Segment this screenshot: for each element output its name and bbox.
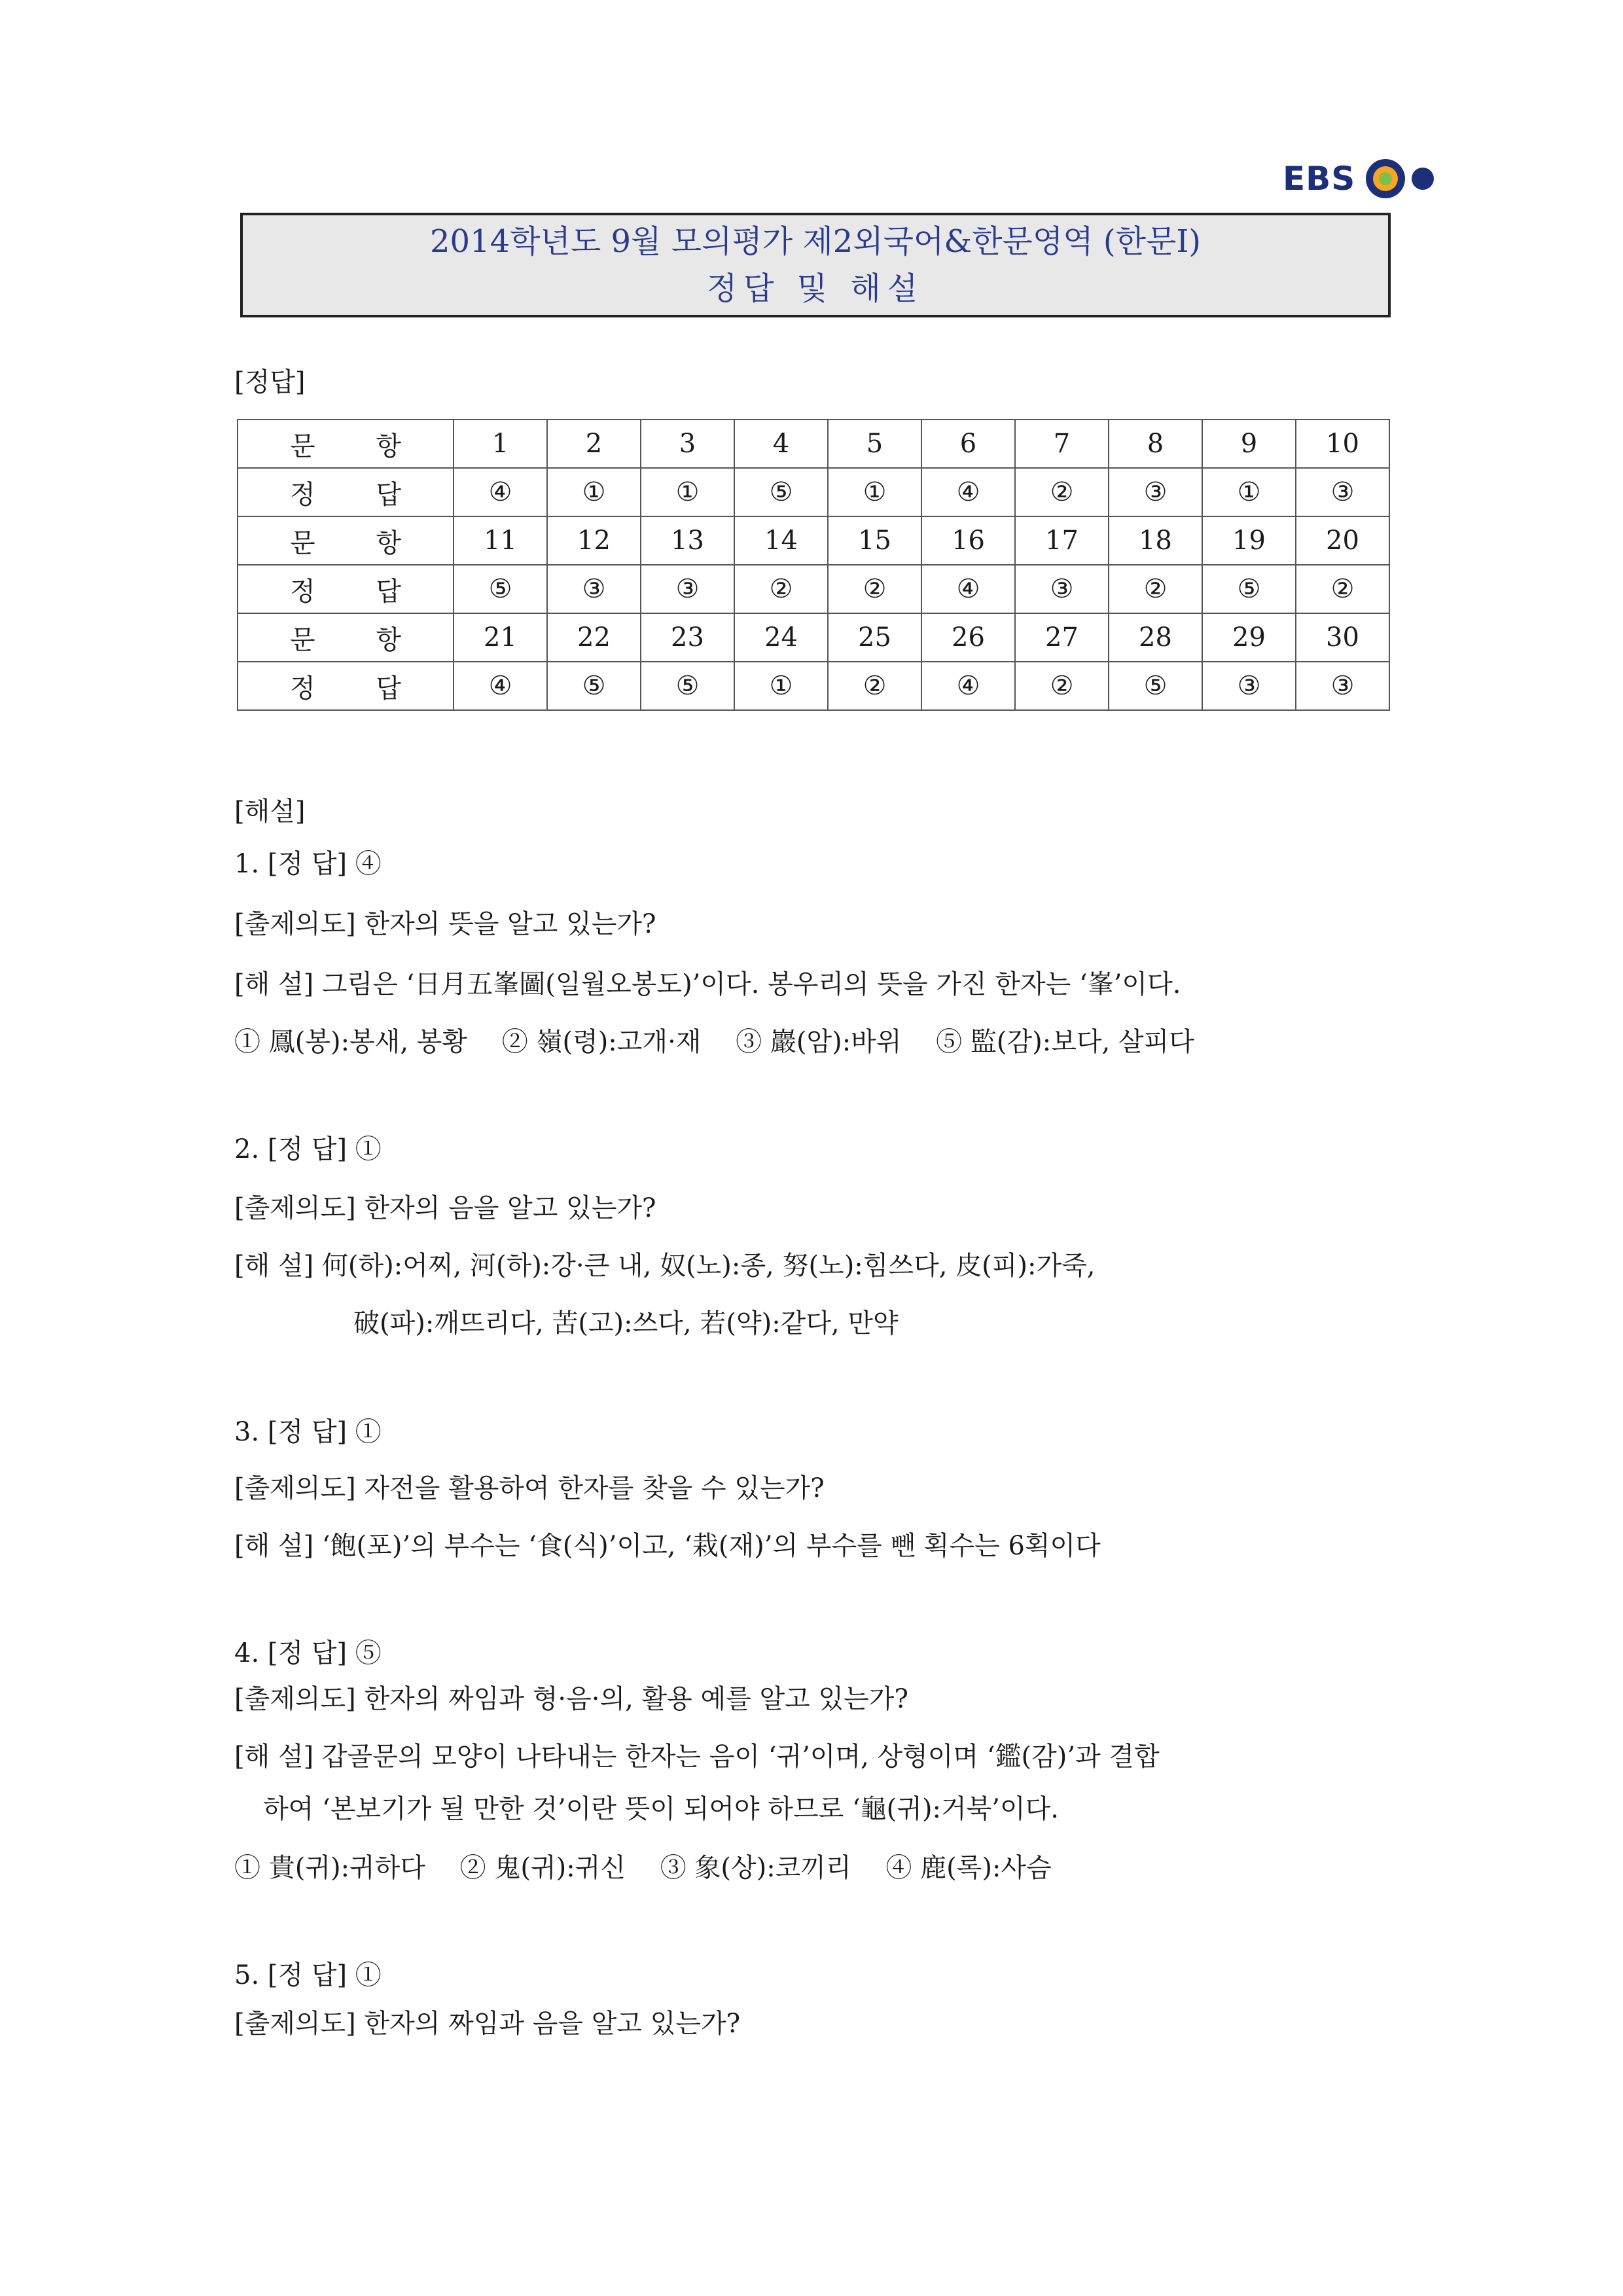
q3-intent: [출제의도] 자전을 활용하여 한자를 찾을 수 있는가?: [234, 1473, 825, 1503]
answer-table-cell: 9: [1202, 420, 1296, 468]
answer-table-cell: 18: [1109, 516, 1202, 565]
answer-table-cell: ③: [547, 565, 641, 613]
q4-explanation: [해 설] 갑골문의 모양이 나타내는 한자는 음이 ‘귀’이며, 상형이며 ‘鑑(감)’과 결합: [234, 1742, 1160, 1772]
answer-table-cell: 20: [1296, 516, 1389, 565]
q4-choices: ① 貴(귀):귀하다 ② 鬼(귀):귀신 ③ 象(상):코끼리 ④ 鹿(록):사슴: [234, 1853, 1052, 1883]
answer-table-cell: ②: [1015, 468, 1109, 516]
answer-table-row: [238, 420, 1389, 468]
answer-table-cell: ⑤: [641, 662, 734, 710]
q5-answer: 5. [정 답] ①: [234, 1960, 382, 1990]
answer-table-cell: 1: [454, 420, 547, 468]
document-title-box: [240, 213, 1391, 317]
q2-explanation-cont: 破(파):깨뜨리다, 苦(고):쓰다, 若(약):같다, 만약: [353, 1308, 899, 1338]
q4-intent: [출제의도] 한자의 짜임과 형·음·의, 활용 예를 알고 있는가?: [234, 1684, 908, 1714]
answer-table-cell: ②: [1109, 565, 1202, 613]
answer-table-cell: ④: [454, 468, 547, 516]
answer-table-cell: ⑤: [1202, 565, 1296, 613]
answer-table-cell: 14: [734, 516, 828, 565]
answer-table-cell: 16: [921, 516, 1015, 565]
answer-table-row: [238, 565, 1389, 613]
q3-answer: 3. [정 답] ①: [234, 1417, 382, 1447]
answer-table-cell: ②: [1296, 565, 1389, 613]
answer-table-row: [238, 662, 1389, 710]
q1-choices: ① 鳳(봉):봉새, 봉황 ② 嶺(령):고개·재 ③ 巖(암):바위 ⑤ 監(감):보다, 살피다: [234, 1027, 1194, 1057]
answer-table-row-header: 문 항: [238, 613, 454, 662]
answer-table-cell: ⑤: [454, 565, 547, 613]
answer-table-cell: 7: [1015, 420, 1109, 468]
ebs-logo-text: EBS: [1283, 160, 1356, 198]
answer-table-cell: ⑤: [734, 468, 828, 516]
answer-table-cell: ③: [641, 565, 734, 613]
answer-table-cell: ④: [921, 565, 1015, 613]
answer-table-cell: 27: [1015, 613, 1109, 662]
answer-table-cell: ②: [1015, 662, 1109, 710]
answer-table-cell: 29: [1202, 613, 1296, 662]
answer-table-cell: ③: [1015, 565, 1109, 613]
answer-table-cell: ④: [921, 468, 1015, 516]
answer-table-cell: 12: [547, 516, 641, 565]
answer-table-row: [238, 613, 1389, 662]
answer-table-row: [238, 468, 1389, 516]
answer-table-cell: ①: [547, 468, 641, 516]
explanation-section-label: [해설]: [234, 797, 306, 827]
answer-table-cell: ③: [1109, 468, 1202, 516]
answer-table-cell: 11: [454, 516, 547, 565]
q1-explanation: [해 설] 그림은 ‘日月五峯圖(일월오봉도)’이다. 봉우리의 뜻을 가진 한자는 ‘峯’이다.: [234, 969, 1181, 999]
answer-table-cell: 4: [734, 420, 828, 468]
document-title: 2014학년도 9월 모의평가 제2외국어&한문영역 (한문I): [429, 223, 1202, 260]
answer-table-cell: ④: [921, 662, 1015, 710]
answer-table-cell: 26: [921, 613, 1015, 662]
answer-table-cell: 3: [641, 420, 734, 468]
answer-table-cell: ④: [454, 662, 547, 710]
answer-section-label: [정답]: [234, 367, 306, 397]
answer-table-cell: ①: [1202, 468, 1296, 516]
answer-table-cell: 19: [1202, 516, 1296, 565]
answer-table-cell: ①: [641, 468, 734, 516]
answer-table-cell: 5: [828, 420, 921, 468]
answer-table-cell: 21: [454, 613, 547, 662]
answer-table-cell: 17: [1015, 516, 1109, 565]
answer-table-row-header: 문 항: [238, 420, 454, 468]
answer-table-cell: ②: [734, 565, 828, 613]
document-subtitle: 정답 및 해설: [706, 270, 925, 307]
answer-table-cell: ③: [1296, 662, 1389, 710]
answer-table-cell: ⑤: [1109, 662, 1202, 710]
q1-answer: 1. [정 답] ④: [234, 849, 382, 879]
answer-table-cell: 28: [1109, 613, 1202, 662]
answer-table-cell: 15: [828, 516, 921, 565]
q2-answer: 2. [정 답] ①: [234, 1134, 382, 1164]
answer-table-cell: 8: [1109, 420, 1202, 468]
answer-table-cell: ③: [1296, 468, 1389, 516]
answer-table-cell: 6: [921, 420, 1015, 468]
answer-table-cell: ①: [734, 662, 828, 710]
answer-table-cell: ③: [1202, 662, 1296, 710]
q2-explanation: [해 설] 何(하):어찌, 河(하):강·큰 내, 奴(노):종, 努(노):힘쓰다, 皮(피):가죽,: [234, 1251, 1096, 1281]
ebs-logo-mark-icon: [1361, 156, 1446, 202]
q4-answer: 4. [정 답] ⑤: [234, 1638, 382, 1668]
q5-intent: [출제의도] 한자의 짜임과 음을 알고 있는가?: [234, 2009, 741, 2039]
q4-explanation-cont: 하여 ‘본보기가 될 만한 것’이란 뜻이 되어야 하므로 ‘龜(귀):거북’이다.: [263, 1794, 1059, 1824]
answer-table-cell: ②: [828, 565, 921, 613]
answer-table-row-header: 정 답: [238, 565, 454, 613]
answer-table-row-header: 문 항: [238, 516, 454, 565]
answer-table-cell: 25: [828, 613, 921, 662]
answer-table-cell: 23: [641, 613, 734, 662]
answer-table-cell: 13: [641, 516, 734, 565]
answer-table-cell: 30: [1296, 613, 1389, 662]
answer-table: [237, 419, 1390, 711]
q1-intent: [출제의도] 한자의 뜻을 알고 있는가?: [234, 909, 656, 939]
answer-table-cell: 10: [1296, 420, 1389, 468]
ebs-logo: [1283, 156, 1446, 202]
answer-table-cell: 2: [547, 420, 641, 468]
answer-table-row-header: 정 답: [238, 662, 454, 710]
answer-table-cell: ②: [828, 662, 921, 710]
answer-table-cell: ①: [828, 468, 921, 516]
answer-table-row-header: 정 답: [238, 468, 454, 516]
q2-intent: [출제의도] 한자의 음을 알고 있는가?: [234, 1193, 656, 1223]
answer-table-cell: ⑤: [547, 662, 641, 710]
answer-table-cell: 24: [734, 613, 828, 662]
q3-explanation: [해 설] ‘飽(포)’의 부수는 ‘食(식)’이고, ‘栽(재)’의 부수를 뺀 획수는 6획이다: [234, 1531, 1101, 1561]
answer-table-cell: 22: [547, 613, 641, 662]
answer-table-row: [238, 516, 1389, 565]
